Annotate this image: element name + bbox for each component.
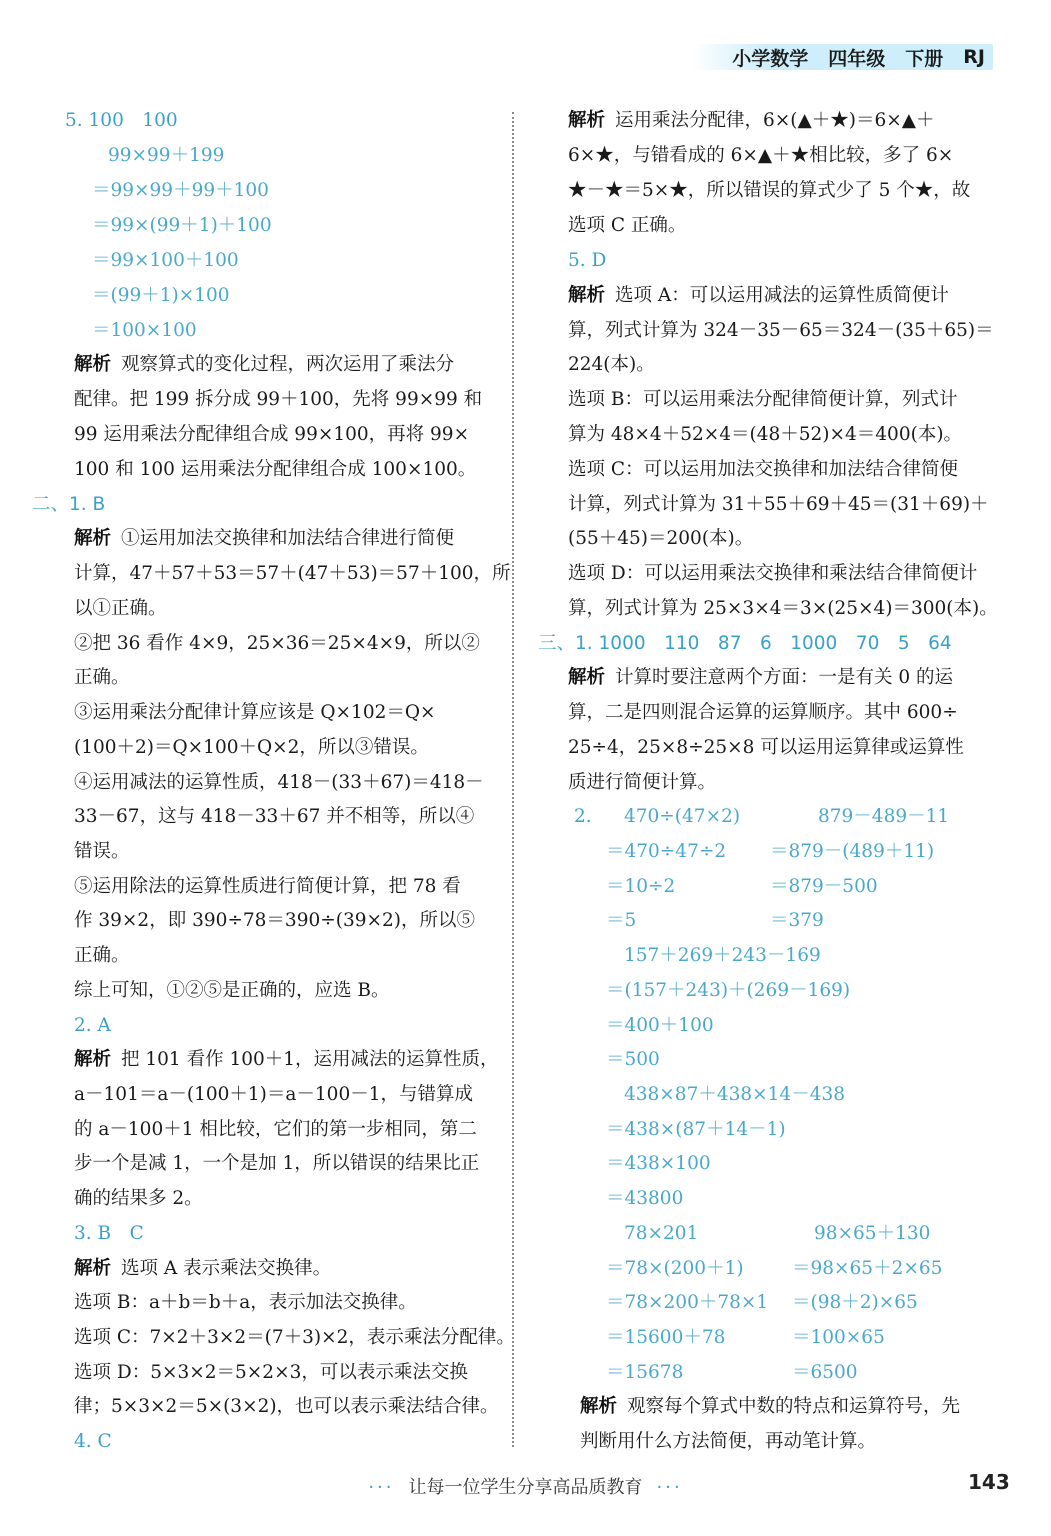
text-line — [624, 1082, 845, 1108]
text-line — [624, 943, 821, 969]
text-line — [568, 665, 953, 691]
text-line — [65, 108, 178, 134]
text-line — [568, 143, 953, 169]
line-text: 计算，47＋57＋53＝57＋(47＋53)＝57＋100，所 — [74, 563, 511, 584]
line-text: 5. D — [568, 250, 607, 271]
line-text: ＝15600＋78 — [606, 1327, 726, 1348]
text-line — [606, 1290, 768, 1316]
text-line — [580, 1429, 876, 1455]
text-line — [568, 248, 606, 274]
text-line — [568, 352, 655, 378]
text-line — [92, 318, 197, 344]
line-text: 78×201 — [624, 1223, 699, 1244]
analysis-label: 解析 — [74, 1258, 112, 1279]
line-text: 2. A — [74, 1015, 111, 1036]
line-text: ＝(157＋243)＋(269－169) — [606, 980, 851, 1001]
text-line — [792, 1290, 918, 1316]
line-text: 算，二是四则混合运算的运算顺序。其中 600÷ — [568, 702, 958, 723]
line-text: 99 运用乘法分配律组合成 99×100，再将 99× — [74, 424, 470, 445]
line-text: ⑤运用除法的运算性质进行简便计算，把 78 看 — [74, 876, 461, 897]
line-text: ＝98×65＋2×65 — [792, 1258, 943, 1279]
line-text: ＝379 — [770, 910, 824, 931]
analysis-label: 解析 — [74, 1049, 112, 1070]
text-line — [92, 178, 269, 204]
line-text: ＝43800 — [606, 1188, 684, 1209]
text-line — [74, 1047, 499, 1073]
text-line — [74, 1221, 144, 1247]
line-text: 观察算式的变化过程，两次运用了乘法分 — [121, 354, 455, 375]
header-volume: 下册 — [905, 47, 944, 70]
line-text: 100 和 100 运用乘法分配律组合成 100×100。 — [74, 459, 477, 480]
page-footer — [0, 1473, 1051, 1499]
text-line — [814, 1221, 930, 1247]
line-text: ＝(99＋1)×100 — [92, 285, 230, 306]
line-text: 律；5×3×2＝5×(3×2)，也可以表示乘法结合律。 — [74, 1396, 499, 1417]
text-line — [32, 492, 105, 518]
line-text: 98×65＋130 — [814, 1223, 931, 1244]
line-text: 选项 A 表示乘法交换律。 — [121, 1258, 332, 1279]
line-text: 三、1. 1000 110 87 6 1000 70 5 64 — [538, 633, 952, 654]
line-text: 运用乘法分配律，6×(▲＋★)＝6×▲＋ — [615, 110, 935, 131]
header-grade: 四年级 — [828, 47, 886, 70]
line-text: 157＋269＋243－169 — [624, 945, 821, 966]
analysis-label: 解析 — [568, 667, 606, 688]
line-text: 算，列式计算为 25×3×4＝3×(25×4)＝300(本)。 — [568, 598, 998, 619]
line-text: 选项 A：可以运用减法的运算性质简便计 — [615, 285, 949, 306]
line-text: 选项 C：7×2＋3×2＝(7＋3)×2，表示乘法分配律。 — [74, 1327, 515, 1348]
text-line — [606, 1186, 683, 1212]
text-line — [74, 422, 469, 448]
header-edition: RJ — [963, 46, 985, 68]
header-subject: 小学数学 — [732, 47, 809, 70]
line-text: ＝78×(200＋1) — [606, 1258, 744, 1279]
footer-dots-left: ··· — [368, 1477, 395, 1498]
text-line — [606, 1360, 683, 1386]
line-text: 选项 D：5×3×2＝5×2×3，可以表示乘法交换 — [74, 1362, 468, 1383]
line-text: 质进行简便计算。 — [568, 772, 717, 793]
line-text: ＝99×100＋100 — [92, 250, 239, 271]
line-text: ＝100×100 — [92, 320, 197, 341]
column-divider — [512, 112, 514, 1447]
text-line — [568, 526, 753, 552]
line-text: 作 39×2，即 390÷78＝390÷(39×2)，所以⑤ — [74, 910, 475, 931]
line-text: ＝879－500 — [770, 876, 878, 897]
text-line — [74, 352, 454, 378]
line-text: 选项 B：a＋b＝b＋a，表示加法交换律。 — [74, 1292, 417, 1313]
text-line — [606, 1256, 744, 1282]
line-text: (55＋45)＝200(本)。 — [568, 528, 754, 549]
text-line — [74, 1325, 515, 1351]
line-text: ＝438×100 — [606, 1153, 711, 1174]
text-line — [74, 943, 130, 969]
line-text: 错误。 — [74, 841, 130, 862]
line-text: ＝78×200＋78×1 — [606, 1292, 769, 1313]
text-line — [92, 213, 272, 239]
text-line — [74, 1013, 111, 1039]
line-text: ★－★＝5×★，所以错误的算式少了 5 个★，故 — [568, 180, 971, 201]
line-text: ＝15678 — [606, 1362, 684, 1383]
text-line — [568, 735, 964, 761]
line-text: 选项 B：可以运用乘法分配律简便计算，列式计 — [568, 389, 958, 410]
text-line — [606, 908, 636, 934]
text-line — [606, 839, 726, 865]
text-line — [770, 874, 878, 900]
text-line — [74, 1082, 473, 1108]
text-line — [74, 596, 167, 622]
line-text: 879－489－11 — [818, 806, 950, 827]
text-line — [574, 804, 592, 830]
line-text: 把 101 看作 100＋1，运用减法的运算性质， — [121, 1049, 499, 1070]
text-line — [568, 492, 989, 518]
text-line — [568, 770, 716, 796]
line-text: 99×99＋199 — [108, 145, 225, 166]
line-text: 正确。 — [74, 667, 130, 688]
text-line — [792, 1325, 885, 1351]
line-text: 选项 C：可以运用加法交换律和加法结合律简便 — [568, 459, 959, 480]
line-text: ＝879－(489＋11) — [770, 841, 935, 862]
text-line — [606, 1325, 725, 1351]
text-line — [74, 631, 480, 657]
line-text: 33－67，这与 418－33＋67 并不相等，所以④ — [74, 806, 475, 827]
line-text: ＝500 — [606, 1049, 660, 1070]
line-text: 以①正确。 — [74, 598, 167, 619]
line-text: 算，列式计算为 324－35－65＝324－(35＋65)＝ — [568, 320, 994, 341]
text-line — [74, 1186, 203, 1212]
line-text: 5. 100 100 — [65, 110, 178, 131]
line-text: 观察每个算式中数的特点和运算符号，先 — [627, 1396, 961, 1417]
line-text: 确的结果多 2。 — [74, 1188, 203, 1209]
text-line — [74, 1256, 331, 1282]
line-text: ＝5 — [606, 910, 637, 931]
text-line — [74, 526, 454, 552]
line-text: 438×87＋438×14－438 — [624, 1084, 846, 1105]
line-text: ＝99×(99＋1)＋100 — [92, 215, 272, 236]
text-line — [74, 665, 130, 691]
line-text: 步一个是减 1，一个是加 1，所以错误的结果比正 — [74, 1153, 480, 1174]
text-line — [74, 978, 389, 1004]
text-line — [74, 1429, 112, 1455]
line-text: ＝100×65 — [792, 1327, 885, 1348]
text-line — [74, 770, 484, 796]
text-line — [568, 108, 934, 134]
footer-slogan: 让每一位学生分享高品质教育 — [408, 1477, 643, 1498]
text-line — [606, 874, 675, 900]
text-line — [606, 1151, 711, 1177]
line-text: 选项 C 正确。 — [568, 215, 687, 236]
line-text: 选项 D：可以运用乘法交换律和乘法结合律简便计 — [568, 563, 978, 584]
text-line — [538, 631, 952, 657]
line-text: ④运用减法的运算性质，418－(33＋67)＝418－ — [74, 772, 484, 793]
text-line — [568, 213, 686, 239]
footer-dots-right: ··· — [656, 1477, 683, 1498]
text-line — [74, 700, 436, 726]
analysis-label: 解析 — [568, 110, 606, 131]
line-text: ＝438×(87＋14－1) — [606, 1119, 786, 1140]
text-line — [606, 1117, 786, 1143]
text-line — [624, 804, 740, 830]
text-line — [770, 839, 934, 865]
line-text: (100＋2)＝Q×100＋Q×2，所以③错误。 — [74, 737, 429, 758]
line-text: 2. — [574, 806, 592, 827]
line-text: 6×★，与错看成的 6×▲＋★相比较，多了 6× — [568, 145, 954, 166]
text-line — [568, 178, 970, 204]
text-line — [74, 874, 461, 900]
text-line — [568, 318, 994, 344]
text-line — [74, 1394, 499, 1420]
text-line — [74, 804, 474, 830]
line-text: 224(本)。 — [568, 354, 655, 375]
line-text: a－101＝a－(100＋1)＝a－100－1，与错算成 — [74, 1084, 473, 1105]
text-line — [74, 561, 511, 587]
line-text: 算为 48×4＋52×4＝(48＋52)×4＝400(本)。 — [568, 424, 963, 445]
line-text: 470÷(47×2) — [624, 806, 741, 827]
text-line — [792, 1360, 858, 1386]
line-text: ＝(98＋2)×65 — [792, 1292, 918, 1313]
text-line — [568, 387, 957, 413]
text-line — [568, 700, 958, 726]
text-line — [92, 283, 230, 309]
line-text: 配律。把 199 拆分成 99＋100，先将 99×99 和 — [74, 389, 483, 410]
line-text: 25÷4，25×8÷25×8 可以运用运算律或运算性 — [568, 737, 964, 758]
analysis-label: 解析 — [74, 354, 112, 375]
line-text: 4. C — [74, 1431, 112, 1452]
text-line — [568, 596, 998, 622]
line-text: 计算，列式计算为 31＋55＋69＋45＝(31＋69)＋ — [568, 494, 989, 515]
analysis-label: 解析 — [580, 1396, 618, 1417]
text-line — [74, 735, 429, 761]
line-text: 二、1. B — [32, 494, 106, 515]
text-line — [74, 457, 476, 483]
line-text: ＝400＋100 — [606, 1015, 714, 1036]
analysis-label: 解析 — [74, 528, 112, 549]
line-text: ②把 36 看作 4×9，25×36＝25×4×9，所以② — [74, 633, 480, 654]
line-text: 判断用什么方法简便，再动笔计算。 — [580, 1431, 877, 1452]
line-text: ③运用乘法分配律计算应该是 Q×102＝Q× — [74, 702, 436, 723]
line-text: 计算时要注意两个方面：一是有关 0 的运 — [615, 667, 954, 688]
line-text: ①运用加法交换律和加法结合律进行简便 — [121, 528, 455, 549]
text-line — [568, 283, 949, 309]
text-line — [108, 143, 224, 169]
line-text: 正确。 — [74, 945, 130, 966]
line-text: ＝99×99＋99＋100 — [92, 180, 269, 201]
text-line — [606, 1013, 714, 1039]
text-line — [74, 839, 130, 865]
text-line — [606, 1047, 660, 1073]
text-line — [818, 804, 949, 830]
text-line — [74, 1151, 479, 1177]
text-line — [606, 978, 850, 1004]
line-text: ＝10÷2 — [606, 876, 676, 897]
line-text: ＝470÷47÷2 — [606, 841, 727, 862]
page-number: 143 — [968, 1470, 1010, 1494]
text-line — [74, 1117, 477, 1143]
text-line — [624, 1221, 698, 1247]
line-text: 的 a－100＋1 相比较，它们的第一步相同，第二 — [74, 1119, 477, 1140]
line-text: 3. B C — [74, 1223, 144, 1244]
page-header — [692, 44, 993, 70]
text-line — [568, 457, 958, 483]
text-line — [770, 908, 824, 934]
text-line — [792, 1256, 942, 1282]
line-text: 综上可知，①②⑤是正确的，应选 B。 — [74, 980, 390, 1001]
text-line — [74, 1290, 417, 1316]
line-text: ＝6500 — [792, 1362, 858, 1383]
text-line — [580, 1394, 960, 1420]
text-line — [568, 561, 977, 587]
text-line — [74, 1360, 468, 1386]
text-line — [92, 248, 239, 274]
text-line — [74, 908, 475, 934]
analysis-label: 解析 — [568, 285, 606, 306]
text-line — [568, 422, 962, 448]
text-line — [74, 387, 482, 413]
